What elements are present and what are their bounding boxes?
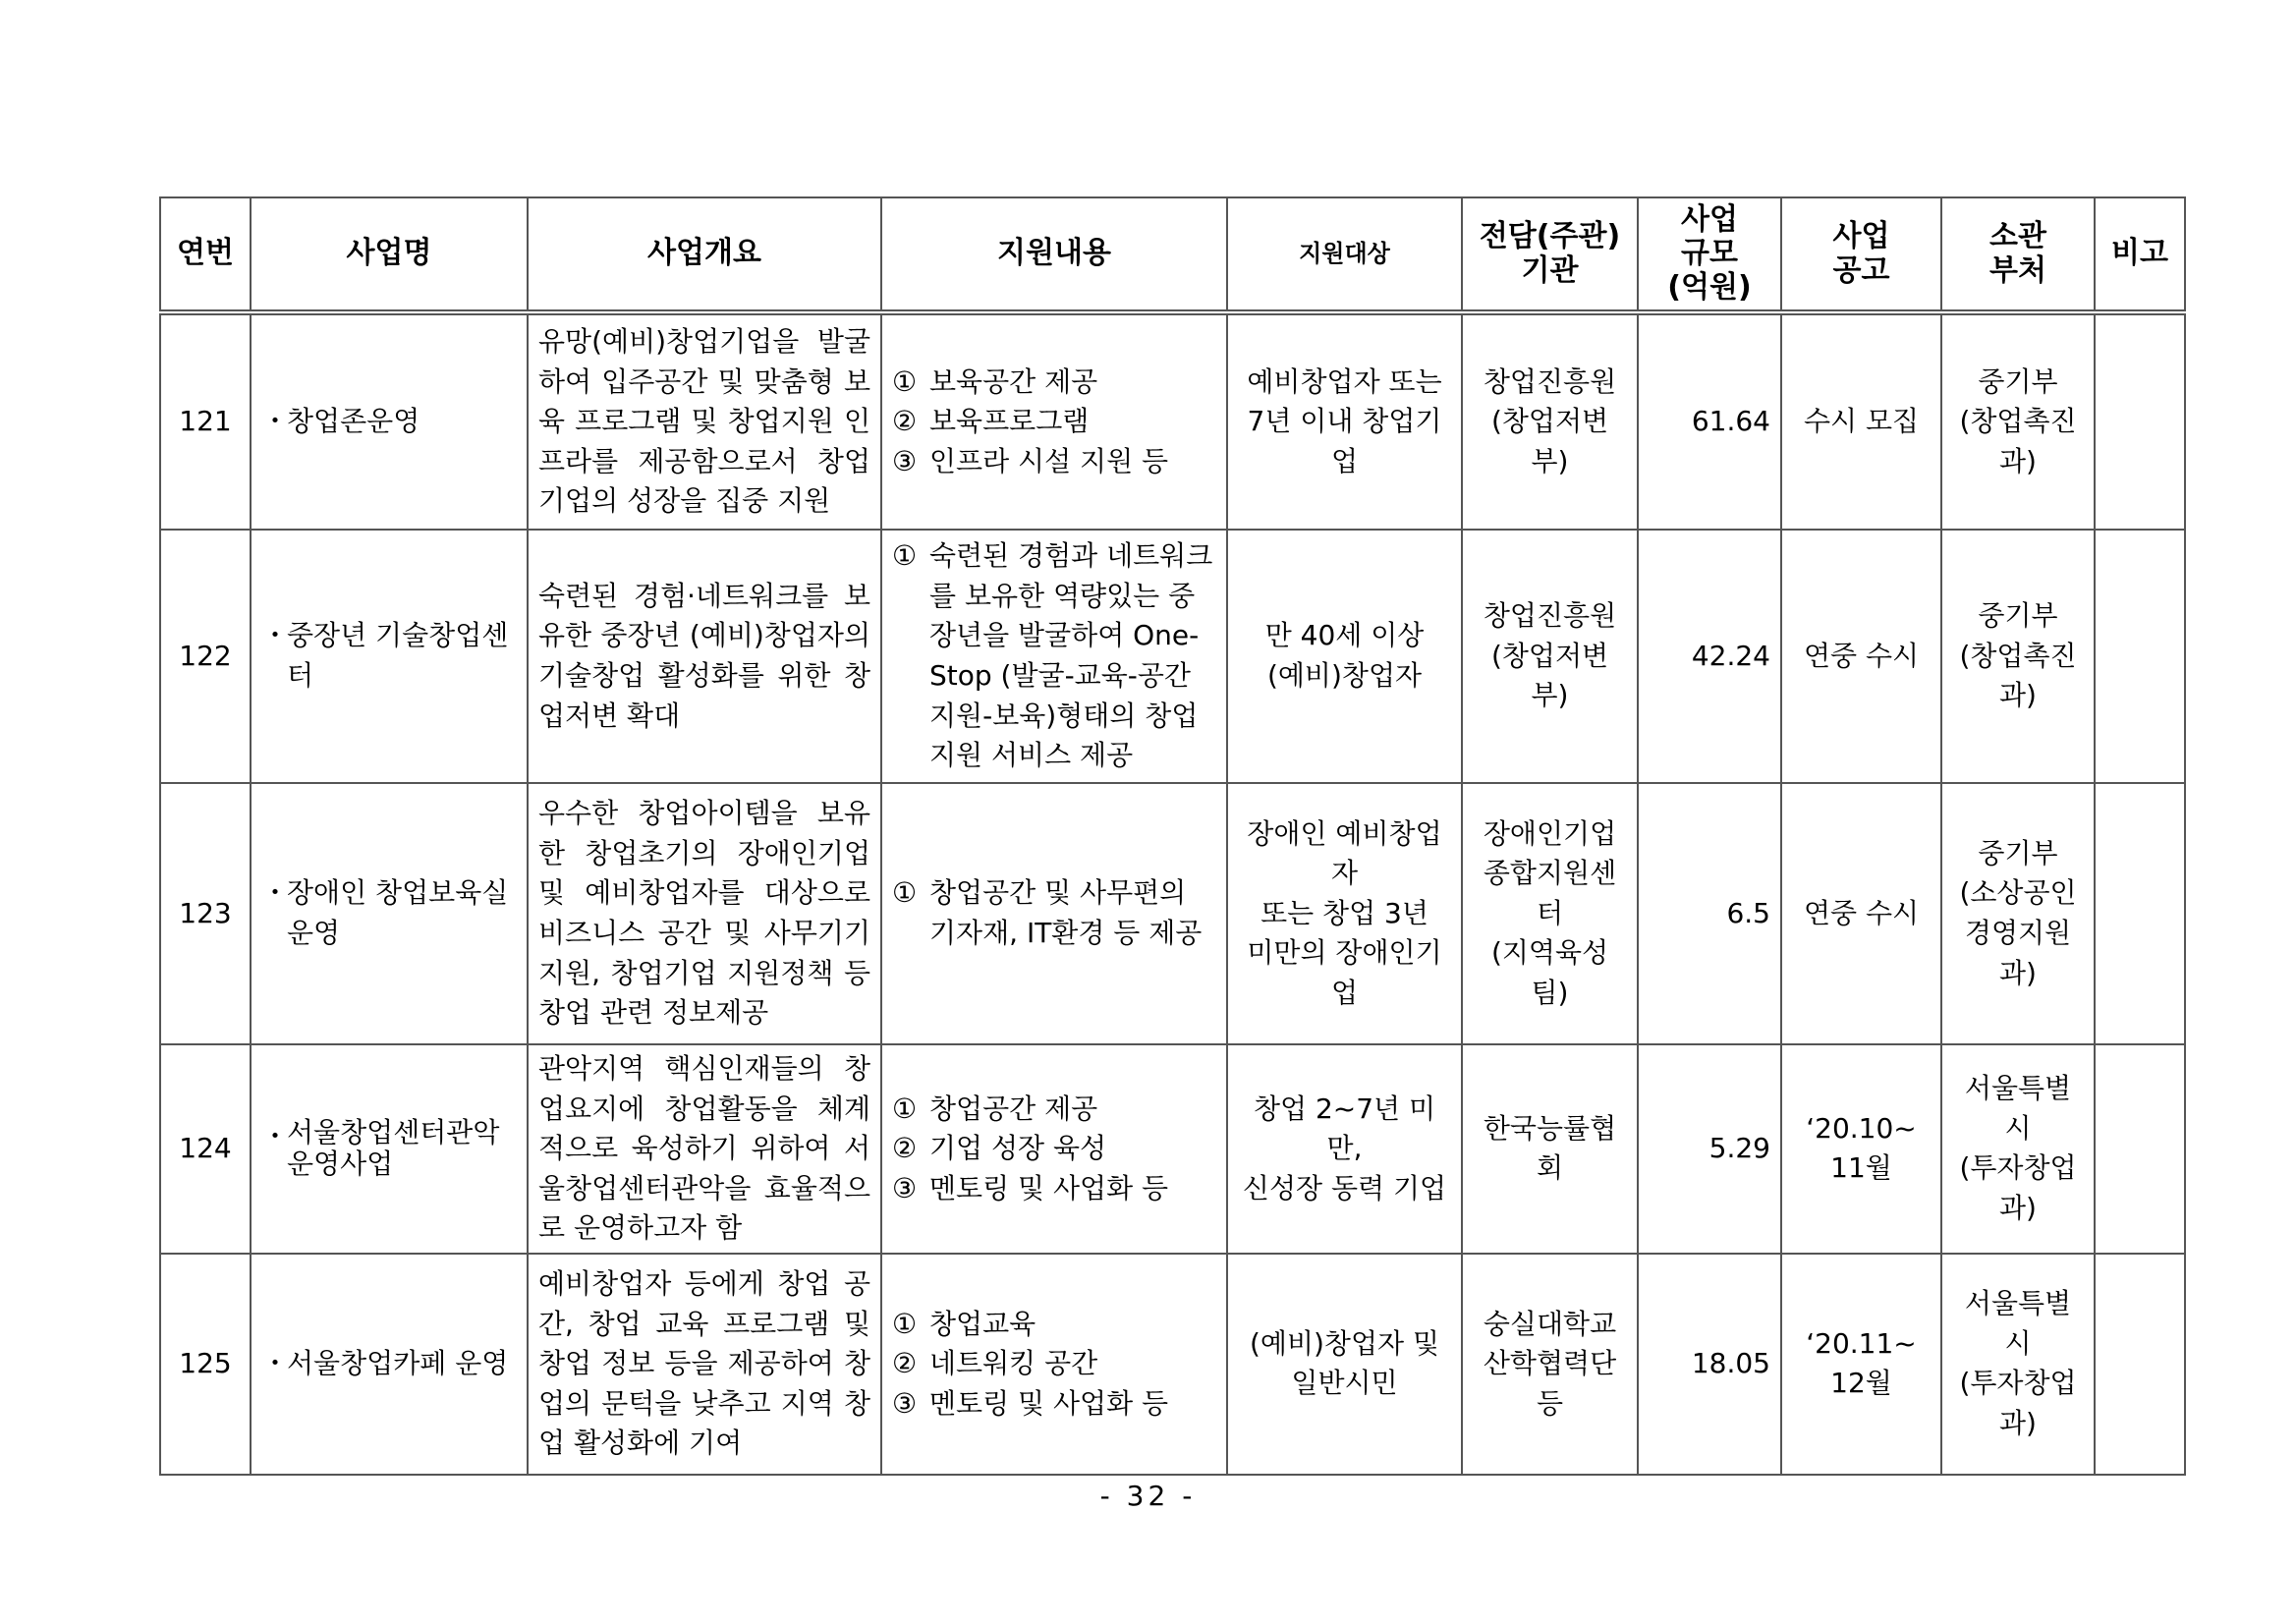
row-name: 서울창업센터관악 운영사업 bbox=[287, 1116, 500, 1181]
row-summary: 유망(예비)창업기업을 발굴하여 입주공간 및 맞춤형 보육 프로그램 및 창업지원 인프라를 제공함으로서 창업기업의 성장을 집중 지원 bbox=[528, 312, 881, 530]
row-scale: 5.29 bbox=[1638, 1044, 1781, 1254]
page-number: - 32 - bbox=[1099, 1480, 1197, 1512]
item-number: ③ bbox=[892, 444, 918, 477]
table-row bbox=[160, 783, 2185, 1044]
bullet-icon: ・ bbox=[261, 1347, 290, 1380]
support-item bbox=[892, 1129, 1216, 1169]
support-item bbox=[892, 402, 1216, 442]
table-row bbox=[160, 1044, 2185, 1254]
row-dept: 중기부 (창업촉진과) bbox=[1941, 530, 2095, 783]
row-note bbox=[2095, 1044, 2185, 1254]
item-text: 멘토링 및 사업화 등 bbox=[929, 1171, 1169, 1204]
row-note bbox=[2095, 783, 2185, 1044]
row-support bbox=[881, 312, 1227, 530]
row-scale: 42.24 bbox=[1638, 530, 1781, 783]
item-text: 인프라 시설 지원 등 bbox=[929, 444, 1169, 477]
row-org: 숭실대학교 산학협력단 등 bbox=[1462, 1254, 1638, 1475]
item-number: ① bbox=[892, 1092, 918, 1125]
header-note: 비고 bbox=[2095, 197, 2185, 312]
row-support bbox=[881, 1044, 1227, 1254]
header-support: 지원내용 bbox=[881, 197, 1227, 312]
row-name-cell bbox=[251, 312, 528, 530]
row-target: 만 40세 이상 (예비)창업자 bbox=[1227, 530, 1462, 783]
row-scale: 6.5 bbox=[1638, 783, 1781, 1044]
item-number: ① bbox=[892, 364, 918, 398]
row-org: 창업진흥원 (창업저변부) bbox=[1462, 530, 1638, 783]
row-org: 창업진흥원 (창업저변부) bbox=[1462, 312, 1638, 530]
support-item bbox=[892, 1169, 1216, 1209]
row-org: 장애인기업 종합지원센터 (지역육성팀) bbox=[1462, 783, 1638, 1044]
row-name: 서울창업카페 운영 bbox=[287, 1347, 509, 1380]
row-dept: 서울특별시 (투자창업과) bbox=[1941, 1254, 2095, 1475]
support-item bbox=[892, 1344, 1216, 1384]
row-target: 예비창업자 또는 7년 이내 창업기업 bbox=[1227, 312, 1462, 530]
item-text: 네트워킹 공간 bbox=[929, 1347, 1098, 1380]
item-text: 보육공간 제공 bbox=[929, 364, 1098, 398]
row-notice: 연중 수시 bbox=[1781, 530, 1941, 783]
row-note bbox=[2095, 312, 2185, 530]
item-number: ② bbox=[892, 1347, 918, 1380]
row-no: 123 bbox=[160, 783, 251, 1044]
row-summary: 예비창업자 등에게 창업 공간, 창업 교육 프로그램 및 창업 정보 등을 제공하여 창업의 문턱을 낮추고 지역 창업 활성화에 기여 bbox=[528, 1254, 881, 1475]
row-name-cell bbox=[251, 530, 528, 783]
item-text: 창업공간 및 사무편의 기자재, IT환경 등 제공 bbox=[929, 876, 1203, 949]
row-summary: 관악지역 핵심인재들의 창업요지에 창업활동을 체계적으로 육성하기 위하여 서울창업센터관악을 효율적으로 운영하고자 함 bbox=[528, 1044, 881, 1254]
table-row bbox=[160, 312, 2185, 530]
item-number: ③ bbox=[892, 1386, 918, 1420]
row-summary: 우수한 창업아이템을 보유한 창업초기의 장애인기업 및 예비창업자를 대상으로 비즈니스 공간 및 사무기기 지원, 창업기업 지원정책 등 창업 관련 정보제공 bbox=[528, 783, 881, 1044]
row-notice: ‘20.10~ 11월 bbox=[1781, 1044, 1941, 1254]
row-scale: 18.05 bbox=[1638, 1254, 1781, 1475]
row-notice: 수시 모집 bbox=[1781, 312, 1941, 530]
row-support bbox=[881, 783, 1227, 1044]
item-text: 창업교육 bbox=[929, 1307, 1036, 1340]
table-row bbox=[160, 1254, 2185, 1475]
header-scale: 사업 규모 (억원) bbox=[1638, 197, 1781, 312]
row-support bbox=[881, 530, 1227, 783]
row-name-cell bbox=[251, 1254, 528, 1475]
header-no: 연번 bbox=[160, 197, 251, 312]
row-target: 장애인 예비창업자 또는 창업 3년 미만의 장애인기업 bbox=[1227, 783, 1462, 1044]
table-row bbox=[160, 530, 2185, 783]
header-notice: 사업 공고 bbox=[1781, 197, 1941, 312]
bullet-icon: ・ bbox=[261, 1120, 290, 1153]
header-summary: 사업개요 bbox=[528, 197, 881, 312]
row-no: 124 bbox=[160, 1044, 251, 1254]
header-dept: 소관 부처 bbox=[1941, 197, 2095, 312]
row-note bbox=[2095, 1254, 2185, 1475]
row-notice: 연중 수시 bbox=[1781, 783, 1941, 1044]
header-org: 전담(주관) 기관 bbox=[1462, 197, 1638, 312]
bullet-icon: ・ bbox=[261, 619, 290, 652]
row-dept: 중기부 (창업촉진과) bbox=[1941, 312, 2095, 530]
support-item bbox=[892, 1384, 1216, 1425]
item-number: ② bbox=[892, 405, 918, 438]
support-item bbox=[892, 442, 1216, 482]
row-target: 창업 2~7년 미만, 신성장 동력 기업 bbox=[1227, 1044, 1462, 1254]
item-text: 보육프로그램 bbox=[929, 405, 1090, 438]
row-no: 125 bbox=[160, 1254, 251, 1475]
table-header-row bbox=[160, 197, 2185, 312]
item-number: ① bbox=[892, 1307, 918, 1340]
business-table bbox=[159, 196, 2186, 1476]
row-no: 121 bbox=[160, 312, 251, 530]
row-name-cell bbox=[251, 783, 528, 1044]
row-target: (예비)창업자 및 일반시민 bbox=[1227, 1254, 1462, 1475]
row-note bbox=[2095, 530, 2185, 783]
support-item bbox=[892, 873, 1216, 953]
row-name: 중장년 기술창업센터 bbox=[287, 619, 509, 692]
row-org: 한국능률협회 bbox=[1462, 1044, 1638, 1254]
row-summary: 숙련된 경험·네트워크를 보유한 중장년 (예비)창업자의 기술창업 활성화를 위한 창업저변 확대 bbox=[528, 530, 881, 783]
row-name: 창업존운영 bbox=[287, 405, 420, 438]
item-number: ① bbox=[892, 876, 918, 910]
header-target: 지원대상 bbox=[1227, 197, 1462, 312]
row-dept: 중기부 (소상공인 경영지원과) bbox=[1941, 783, 2095, 1044]
row-support bbox=[881, 1254, 1227, 1475]
support-item bbox=[892, 363, 1216, 403]
row-notice: ‘20.11~ 12월 bbox=[1781, 1254, 1941, 1475]
bullet-icon: ・ bbox=[261, 405, 290, 438]
item-number: ① bbox=[892, 539, 918, 573]
support-item bbox=[892, 536, 1216, 776]
row-no: 122 bbox=[160, 530, 251, 783]
item-text: 숙련된 경험과 네트워크를 보유한 역량있는 중장년을 발굴하여 One-Stop (발굴-교육-공간지원-보육)형태의 창업지원 서비스 제공 bbox=[929, 539, 1213, 772]
support-item bbox=[892, 1090, 1216, 1130]
row-name-cell bbox=[251, 1044, 528, 1254]
item-text: 창업공간 제공 bbox=[929, 1092, 1098, 1125]
row-dept: 서울특별시 (투자창업과) bbox=[1941, 1044, 2095, 1254]
header-name: 사업명 bbox=[251, 197, 528, 312]
row-scale: 61.64 bbox=[1638, 312, 1781, 530]
item-number: ③ bbox=[892, 1171, 918, 1204]
bullet-icon: ・ bbox=[261, 876, 290, 910]
item-number: ② bbox=[892, 1132, 918, 1165]
row-name: 장애인 창업보육실 운영 bbox=[287, 876, 509, 949]
item-text: 기업 성장 육성 bbox=[929, 1132, 1107, 1165]
support-item bbox=[892, 1305, 1216, 1345]
item-text: 멘토링 및 사업화 등 bbox=[929, 1386, 1169, 1420]
